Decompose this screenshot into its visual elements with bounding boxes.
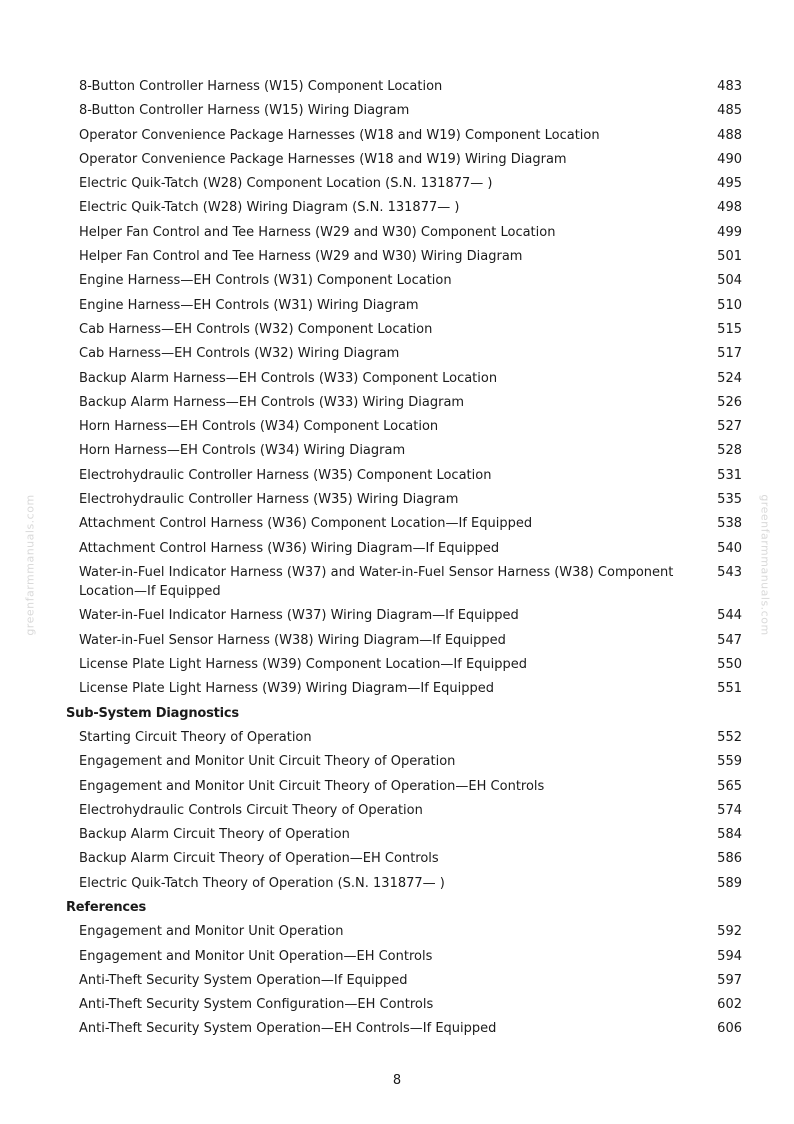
toc-entry-title: Helper Fan Control and Tee Harness (W29 and W30) Component Location — [79, 224, 556, 240]
watermark-left: greenfarmmanuals.com — [23, 494, 37, 636]
toc-entry[interactable] — [0, 196, 794, 220]
toc-entry[interactable] — [0, 318, 794, 342]
toc-entry-page: 540 — [717, 540, 742, 556]
toc-entry[interactable] — [0, 750, 794, 774]
toc-entry-title: Backup Alarm Harness—EH Controls (W33) Wiring Diagram — [79, 394, 465, 410]
watermark-right: greenfarmmanuals.com — [758, 494, 772, 636]
toc-entry[interactable] — [0, 488, 794, 512]
toc-entry-title: Backup Alarm Circuit Theory of Operation — [79, 827, 350, 843]
toc-entry-page: 592 — [717, 924, 742, 940]
toc-entry-page: 589 — [717, 875, 742, 891]
toc-entry[interactable] — [0, 847, 794, 871]
toc-entry[interactable] — [0, 945, 794, 969]
toc-entry-title: Attachment Control Harness (W36) Component Location—If Equipped — [79, 516, 533, 532]
toc-entry-title: Anti-Theft Security System Operation—EH Controls—If Equipped — [79, 1021, 497, 1037]
toc-entry-page: 515 — [717, 321, 742, 337]
toc-entry-title: Water-in-Fuel Indicator Harness (W37) Wiring Diagram—If Equipped — [79, 608, 519, 624]
toc-entry-title: Anti-Theft Security System Configuration—EH Controls — [79, 997, 434, 1013]
toc-entry-title: Horn Harness—EH Controls (W34) Wiring Diagram — [79, 443, 406, 459]
toc-entry-title: 8-Button Controller Harness (W15) Wiring Diagram — [79, 103, 410, 119]
toc-entry-page: 510 — [717, 297, 742, 313]
toc-entry[interactable] — [0, 993, 794, 1017]
toc-entry[interactable] — [0, 342, 794, 366]
toc-entry[interactable] — [0, 148, 794, 172]
toc-entry-title: Electrohydraulic Controller Harness (W35) Wiring Diagram — [79, 492, 459, 508]
toc-entry[interactable] — [0, 1017, 794, 1041]
toc-entry-title: License Plate Light Harness (W39) Component Location—If Equipped — [79, 657, 528, 673]
toc-entry-page: 517 — [717, 346, 742, 362]
toc-entry[interactable] — [0, 969, 794, 993]
toc-entry-page: 552 — [717, 729, 742, 745]
toc-entry-page: 528 — [717, 443, 742, 459]
toc-entry[interactable] — [0, 629, 794, 653]
toc-entry-title: Engagement and Monitor Unit Circuit Theory of Operation — [79, 754, 456, 770]
toc-entry-title: Cab Harness—EH Controls (W32) Component Location — [79, 321, 433, 337]
toc-entry[interactable] — [0, 677, 794, 701]
toc-entry-title: Electrohydraulic Controls Circuit Theory of Operation — [79, 802, 423, 818]
toc-entry-page: 498 — [717, 200, 742, 216]
toc-entry-page: 483 — [717, 79, 742, 94]
toc-entry-page: 550 — [717, 657, 742, 673]
toc-entry-page: 524 — [717, 370, 742, 386]
toc-entry-title: Electric Quik-Tatch Theory of Operation (S.N. 131877— ) — [79, 875, 445, 891]
page-number: 8 — [392, 1073, 402, 1088]
toc-entry-page: 531 — [717, 467, 742, 483]
toc-entry-page: 488 — [717, 127, 742, 143]
toc-entry[interactable] — [0, 269, 794, 293]
toc-entry[interactable] — [0, 464, 794, 488]
toc-entry[interactable] — [0, 726, 794, 750]
toc-entry-title: Electric Quik-Tatch (W28) Wiring Diagram (S.N. 131877— ) — [79, 200, 460, 216]
toc-entry[interactable] — [0, 823, 794, 847]
section-heading — [0, 702, 794, 726]
table-of-contents — [0, 75, 794, 1042]
toc-entry-page: 606 — [717, 1021, 742, 1037]
toc-entry[interactable] — [0, 604, 794, 628]
toc-entry[interactable] — [0, 245, 794, 269]
toc-entry-title: Backup Alarm Harness—EH Controls (W33) Component Location — [79, 370, 498, 386]
toc-entry-title: Anti-Theft Security System Operation—If Equipped — [79, 972, 408, 988]
toc-entry[interactable] — [0, 99, 794, 123]
toc-entry-title: Cab Harness—EH Controls (W32) Wiring Diagram — [79, 346, 400, 362]
toc-entry-page: 535 — [717, 492, 742, 508]
toc-entry[interactable] — [0, 653, 794, 677]
toc-entry[interactable] — [0, 775, 794, 799]
toc-entry-title: Engagement and Monitor Unit Operation—EH Controls — [79, 948, 433, 964]
toc-entry-page: 501 — [717, 249, 742, 265]
toc-entry-page: 565 — [717, 778, 742, 794]
toc-entry-title: Engagement and Monitor Unit Operation — [79, 924, 344, 940]
toc-entry[interactable] — [0, 172, 794, 196]
toc-entry-page: 490 — [717, 151, 742, 167]
toc-entry-page: 584 — [717, 827, 742, 843]
section-heading-label: Sub-System Diagnostics — [66, 705, 239, 721]
toc-entry-title: Engine Harness—EH Controls (W31) Wiring Diagram — [79, 297, 419, 313]
toc-entry[interactable] — [0, 920, 794, 944]
toc-entry-page: 586 — [717, 851, 742, 867]
toc-entry-page: 594 — [717, 948, 742, 964]
toc-entry[interactable] — [0, 221, 794, 245]
toc-entry-title: Backup Alarm Circuit Theory of Operation—EH Controls — [79, 851, 439, 867]
toc-entry-title: Operator Convenience Package Harnesses (W18 and W19) Wiring Diagram — [79, 151, 567, 167]
toc-entry-title: Electrohydraulic Controller Harness (W35) Component Location — [79, 467, 492, 483]
toc-entry-title: 8-Button Controller Harness (W15) Component Location — [79, 79, 443, 94]
toc-entry[interactable] — [0, 294, 794, 318]
toc-entry-page: 495 — [717, 176, 742, 192]
toc-entry[interactable] — [0, 415, 794, 439]
toc-entry-page: 527 — [717, 419, 742, 435]
toc-entry[interactable] — [0, 75, 794, 99]
toc-entry[interactable] — [0, 124, 794, 148]
toc-entry[interactable] — [0, 391, 794, 415]
toc-entry-page: 543 — [717, 564, 742, 580]
toc-entry-page: 547 — [717, 632, 742, 648]
toc-entry-title: Water-in-Fuel Indicator Harness (W37) and Water-in-Fuel Sensor Harness (W38) Component Location—If Equipped — [79, 564, 674, 599]
toc-entry-title: Helper Fan Control and Tee Harness (W29 and W30) Wiring Diagram — [79, 249, 523, 265]
toc-entry-page: 597 — [717, 972, 742, 988]
toc-entry[interactable] — [0, 367, 794, 391]
toc-entry-title: Operator Convenience Package Harnesses (W18 and W19) Component Location — [79, 127, 600, 143]
toc-entry-title: Horn Harness—EH Controls (W34) Component Location — [79, 419, 439, 435]
section-heading-label: References — [66, 900, 147, 915]
toc-entry-page: 602 — [717, 997, 742, 1013]
toc-entry-page: 485 — [717, 103, 742, 119]
toc-entry-title: Starting Circuit Theory of Operation — [79, 729, 312, 745]
toc-entry-title: Engagement and Monitor Unit Circuit Theory of Operation—EH Controls — [79, 778, 545, 794]
toc-entry-page: 559 — [717, 754, 742, 770]
toc-entry[interactable] — [0, 872, 794, 896]
toc-entry-page: 544 — [717, 608, 742, 624]
toc-entry-page: 574 — [717, 802, 742, 818]
section-heading — [0, 896, 794, 920]
toc-entry-page: 526 — [717, 394, 742, 410]
toc-entry-title: Electric Quik-Tatch (W28) Component Location (S.N. 131877— ) — [79, 176, 493, 192]
toc-entry[interactable] — [0, 439, 794, 463]
toc-entry[interactable] — [0, 561, 794, 605]
toc-entry[interactable] — [0, 799, 794, 823]
toc-entry-title: Water-in-Fuel Sensor Harness (W38) Wiring Diagram—If Equipped — [79, 632, 506, 648]
toc-entry-title: Engine Harness—EH Controls (W31) Component Location — [79, 273, 452, 289]
toc-entry-title: License Plate Light Harness (W39) Wiring Diagram—If Equipped — [79, 681, 494, 697]
toc-entry[interactable] — [0, 537, 794, 561]
toc-entry-page: 499 — [717, 224, 742, 240]
toc-entry-page: 504 — [717, 273, 742, 289]
toc-entry-page: 538 — [717, 516, 742, 532]
toc-entry-title: Attachment Control Harness (W36) Wiring Diagram—If Equipped — [79, 540, 500, 556]
toc-entry-page: 551 — [717, 681, 742, 697]
toc-entry[interactable] — [0, 512, 794, 536]
